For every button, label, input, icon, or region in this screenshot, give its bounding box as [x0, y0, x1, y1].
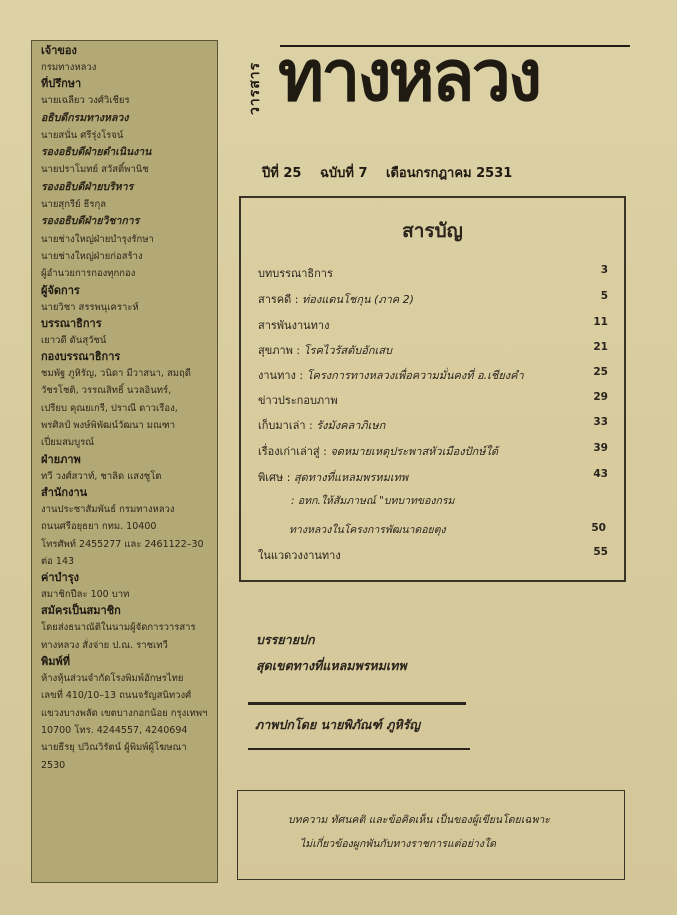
- toc-row: [258, 416, 608, 434]
- credits-section: [41, 43, 210, 76]
- credits-line: นายช่างใหญ่ฝ่ายบำรุงรักษา: [41, 233, 154, 245]
- credits-line: นายสุกรีย์ ธีรกุล: [41, 199, 107, 211]
- credits-line: พรศิลป์ พงษ์พิพัฒน์วัฒนา มณฑา: [41, 420, 176, 432]
- toc-label: พิเศษ : สุดทางที่แหลมพรหมเทพ: [258, 471, 409, 484]
- credits-heading: สำนักงาน: [41, 485, 88, 499]
- credits-line: ถนนศรีอยุธยา กทม. 10400: [41, 521, 157, 533]
- toc-label: สุขภาพ : โรคไวรัสตับอักเสบ: [258, 344, 392, 357]
- credits-section: [41, 452, 210, 485]
- credits-line: เลขที่ 410/10–13 ถนนจรัญสนิทวงศ์: [41, 690, 192, 702]
- masthead-kicker: วารสาร: [247, 61, 263, 115]
- credits-section: [41, 283, 210, 316]
- toc-row: [258, 366, 608, 384]
- credits-line: เยาวดี ดันสุวัชน์: [41, 334, 107, 346]
- credits-line: สมาชิกปีละ 100 บาท: [41, 589, 130, 601]
- credits-line: 2530: [41, 759, 66, 771]
- credits-heading: สมัครเป็นสมาชิก: [41, 604, 121, 618]
- issue-month: เดือนกรกฎาคม 2531: [386, 166, 513, 181]
- credits-heading: ที่ปรึกษา: [41, 77, 82, 91]
- toc-page: 11: [593, 316, 608, 328]
- credits-line: นายช่างใหญ่ฝ่ายก่อสร้าง: [41, 250, 143, 262]
- credits-line: วัชรโชติ, วรรณสิทธิ์ นวลอินทร์,: [41, 385, 172, 397]
- table-of-contents: [239, 196, 626, 582]
- toc-row: [258, 468, 608, 486]
- credits-role: รองอธิบดีฝ่ายวิชาการ: [41, 215, 140, 228]
- toc-label: บทบรรณาธิการ: [258, 267, 333, 280]
- credits-line: ชมพัฐ ภูหิรัญ, วนิดา มีวาสนา, สมฤดี: [41, 368, 191, 380]
- credits-line: นายเฉลียว วงศ์วิเชียร: [41, 95, 130, 107]
- toc-page: 33: [593, 416, 608, 428]
- disclaimer-line-1: บทความ ทัศนคติ และข้อคิดเห็น เป็นของผู้เขียนโดยเฉพาะ: [288, 814, 550, 826]
- credits-heading: ผู้จัดการ: [41, 283, 80, 297]
- issue-number: ฉบับที่ 7: [319, 166, 368, 181]
- toc-page: 43: [593, 468, 608, 480]
- toc-special-line-2: ทางหลวงในโครงการพัฒนาดอยตุง: [289, 524, 446, 536]
- credits-section: [41, 316, 210, 349]
- magazine-title: ทางหลวง: [278, 35, 540, 117]
- toc-page: 3: [600, 264, 608, 276]
- toc-row: [258, 290, 608, 308]
- credits-line: ผู้อำนวยการกองทุกกอง: [41, 268, 136, 280]
- toc-label: ในแวดวงงานทาง: [258, 549, 341, 562]
- toc-special-line-1: : อทก.ให้สัมภาษณ์ "บทบาทของกรม: [291, 495, 455, 507]
- credits-line: นายธีรยุ ปวิณวิรัตน์ ผู้พิมพ์ผู้โฆษณา: [41, 742, 187, 754]
- credits-section: [41, 485, 210, 570]
- issue-year: ปีที่ 25: [262, 166, 302, 181]
- credits-line: นายปราโมทย์ สวัสดิ์พานิช: [41, 164, 149, 176]
- credits-line: นายสนั่น ศรีรุ่งโรจน์: [41, 129, 124, 141]
- credits-line: ทวี วงศ์สวาท์, ชาลิด แสงชูโต: [41, 470, 162, 482]
- masthead: [238, 35, 630, 117]
- credits-heading: กองบรรณาธิการ: [41, 350, 121, 364]
- toc-row: [258, 341, 608, 359]
- credits-line: แขวงบางพลัด เขตบางกอกน้อย กรุงเทพฯ: [41, 707, 208, 719]
- credits-section: [41, 76, 210, 282]
- credits-role: รองอธิบดีฝ่ายบริหาร: [41, 180, 134, 193]
- toc-page: 21: [593, 341, 608, 353]
- cover-caption: สุดเขตทางที่แหลมพรหมเทพ: [256, 658, 407, 673]
- credits-line: เปี่ยมสมบูรณ์: [41, 437, 95, 449]
- credits-line: กรมทางหลวง: [41, 62, 97, 73]
- toc-label: ข่าวประกอบภาพ: [258, 394, 338, 407]
- cover-label: บรรยายปก: [256, 632, 315, 647]
- credits-line: เปรียบ คุณยเกรี, ปราณี ดาวเรือง,: [41, 402, 178, 414]
- credits-role: อธิบดีกรมทางหลวง: [41, 111, 129, 124]
- credits-heading: ค่าบำรุง: [41, 571, 79, 585]
- toc-title: สารบัญ: [402, 220, 463, 242]
- toc-label: งานทาง : โครงการทางหลวงเพื่อความมั่นคงที่ อ.เชียงคำ: [258, 369, 524, 382]
- credits-heading: เจ้าของ: [41, 44, 77, 57]
- toc-page: 5: [600, 290, 608, 302]
- credits-section: [41, 570, 210, 603]
- credits-heading: พิมพ์ที่: [41, 655, 71, 669]
- toc-row: [258, 442, 608, 460]
- toc-row: [258, 546, 608, 564]
- credits-line: ต่อ 143: [41, 555, 75, 567]
- credits-line: โดยส่งธนาณัติในนามผู้จัดการวารสาร: [41, 622, 196, 634]
- issue-line: [262, 162, 602, 182]
- toc-page: 55: [593, 546, 608, 558]
- credits-heading: บรรณาธิการ: [41, 316, 102, 330]
- credits-line: งานประชาสัมพันธ์ กรมทางหลวง: [41, 503, 175, 515]
- toc-row: [258, 264, 608, 282]
- disclaimer-box: [237, 790, 625, 880]
- toc-special-page: 50: [591, 522, 606, 534]
- credits-role: รองอธิบดีฝ่ายดำเนินงาน: [41, 146, 152, 159]
- toc-label: เรื่องเก่าเล่าสู่ : จดหมายเหตุประพาสหัวเมืองปักษ์ใต้: [258, 445, 498, 458]
- toc-row: [258, 391, 608, 409]
- credits-section: [41, 349, 210, 451]
- credits-line: โทรศัพท์ 2455277 และ 2461122–30: [41, 538, 204, 550]
- credits-heading: ฝ่ายภาพ: [41, 452, 81, 466]
- toc-label: เก็บมาเล่า : รังมังคลาภิเษก: [258, 419, 386, 432]
- toc-page: 25: [593, 366, 608, 378]
- toc-label: สารพันงานทาง: [258, 319, 330, 332]
- credits-line: ห้างหุ้นส่วนจำกัดโรงพิมพ์อักษรไทย: [41, 673, 184, 685]
- credits-section: [41, 603, 210, 654]
- divider: [248, 748, 470, 750]
- toc-label: สารคดี : ท่องแดนโชกุน (ภาค 2): [258, 293, 414, 306]
- credits-panel: [31, 40, 218, 883]
- divider: [248, 702, 466, 705]
- credits-section: [41, 654, 210, 774]
- credits-line: ทางหลวง สั่งจ่าย ป.ณ. ราชเทวี: [41, 639, 168, 651]
- photo-credit: ภาพปกโดย นายพิภัณฑ์ ภูหิรัญ: [255, 717, 421, 732]
- toc-page: 39: [593, 442, 608, 454]
- credits-line: นายวิชา สรรพนุเคราะห์: [41, 301, 139, 313]
- credits-line: 10700 โทร. 4244557, 4240694: [41, 724, 188, 736]
- toc-page: 29: [593, 391, 608, 403]
- toc-row: [258, 316, 608, 334]
- disclaimer-line-2: ไม่เกี่ยวข้องผูกพันกับทางราชการแต่อย่างใด: [300, 838, 496, 850]
